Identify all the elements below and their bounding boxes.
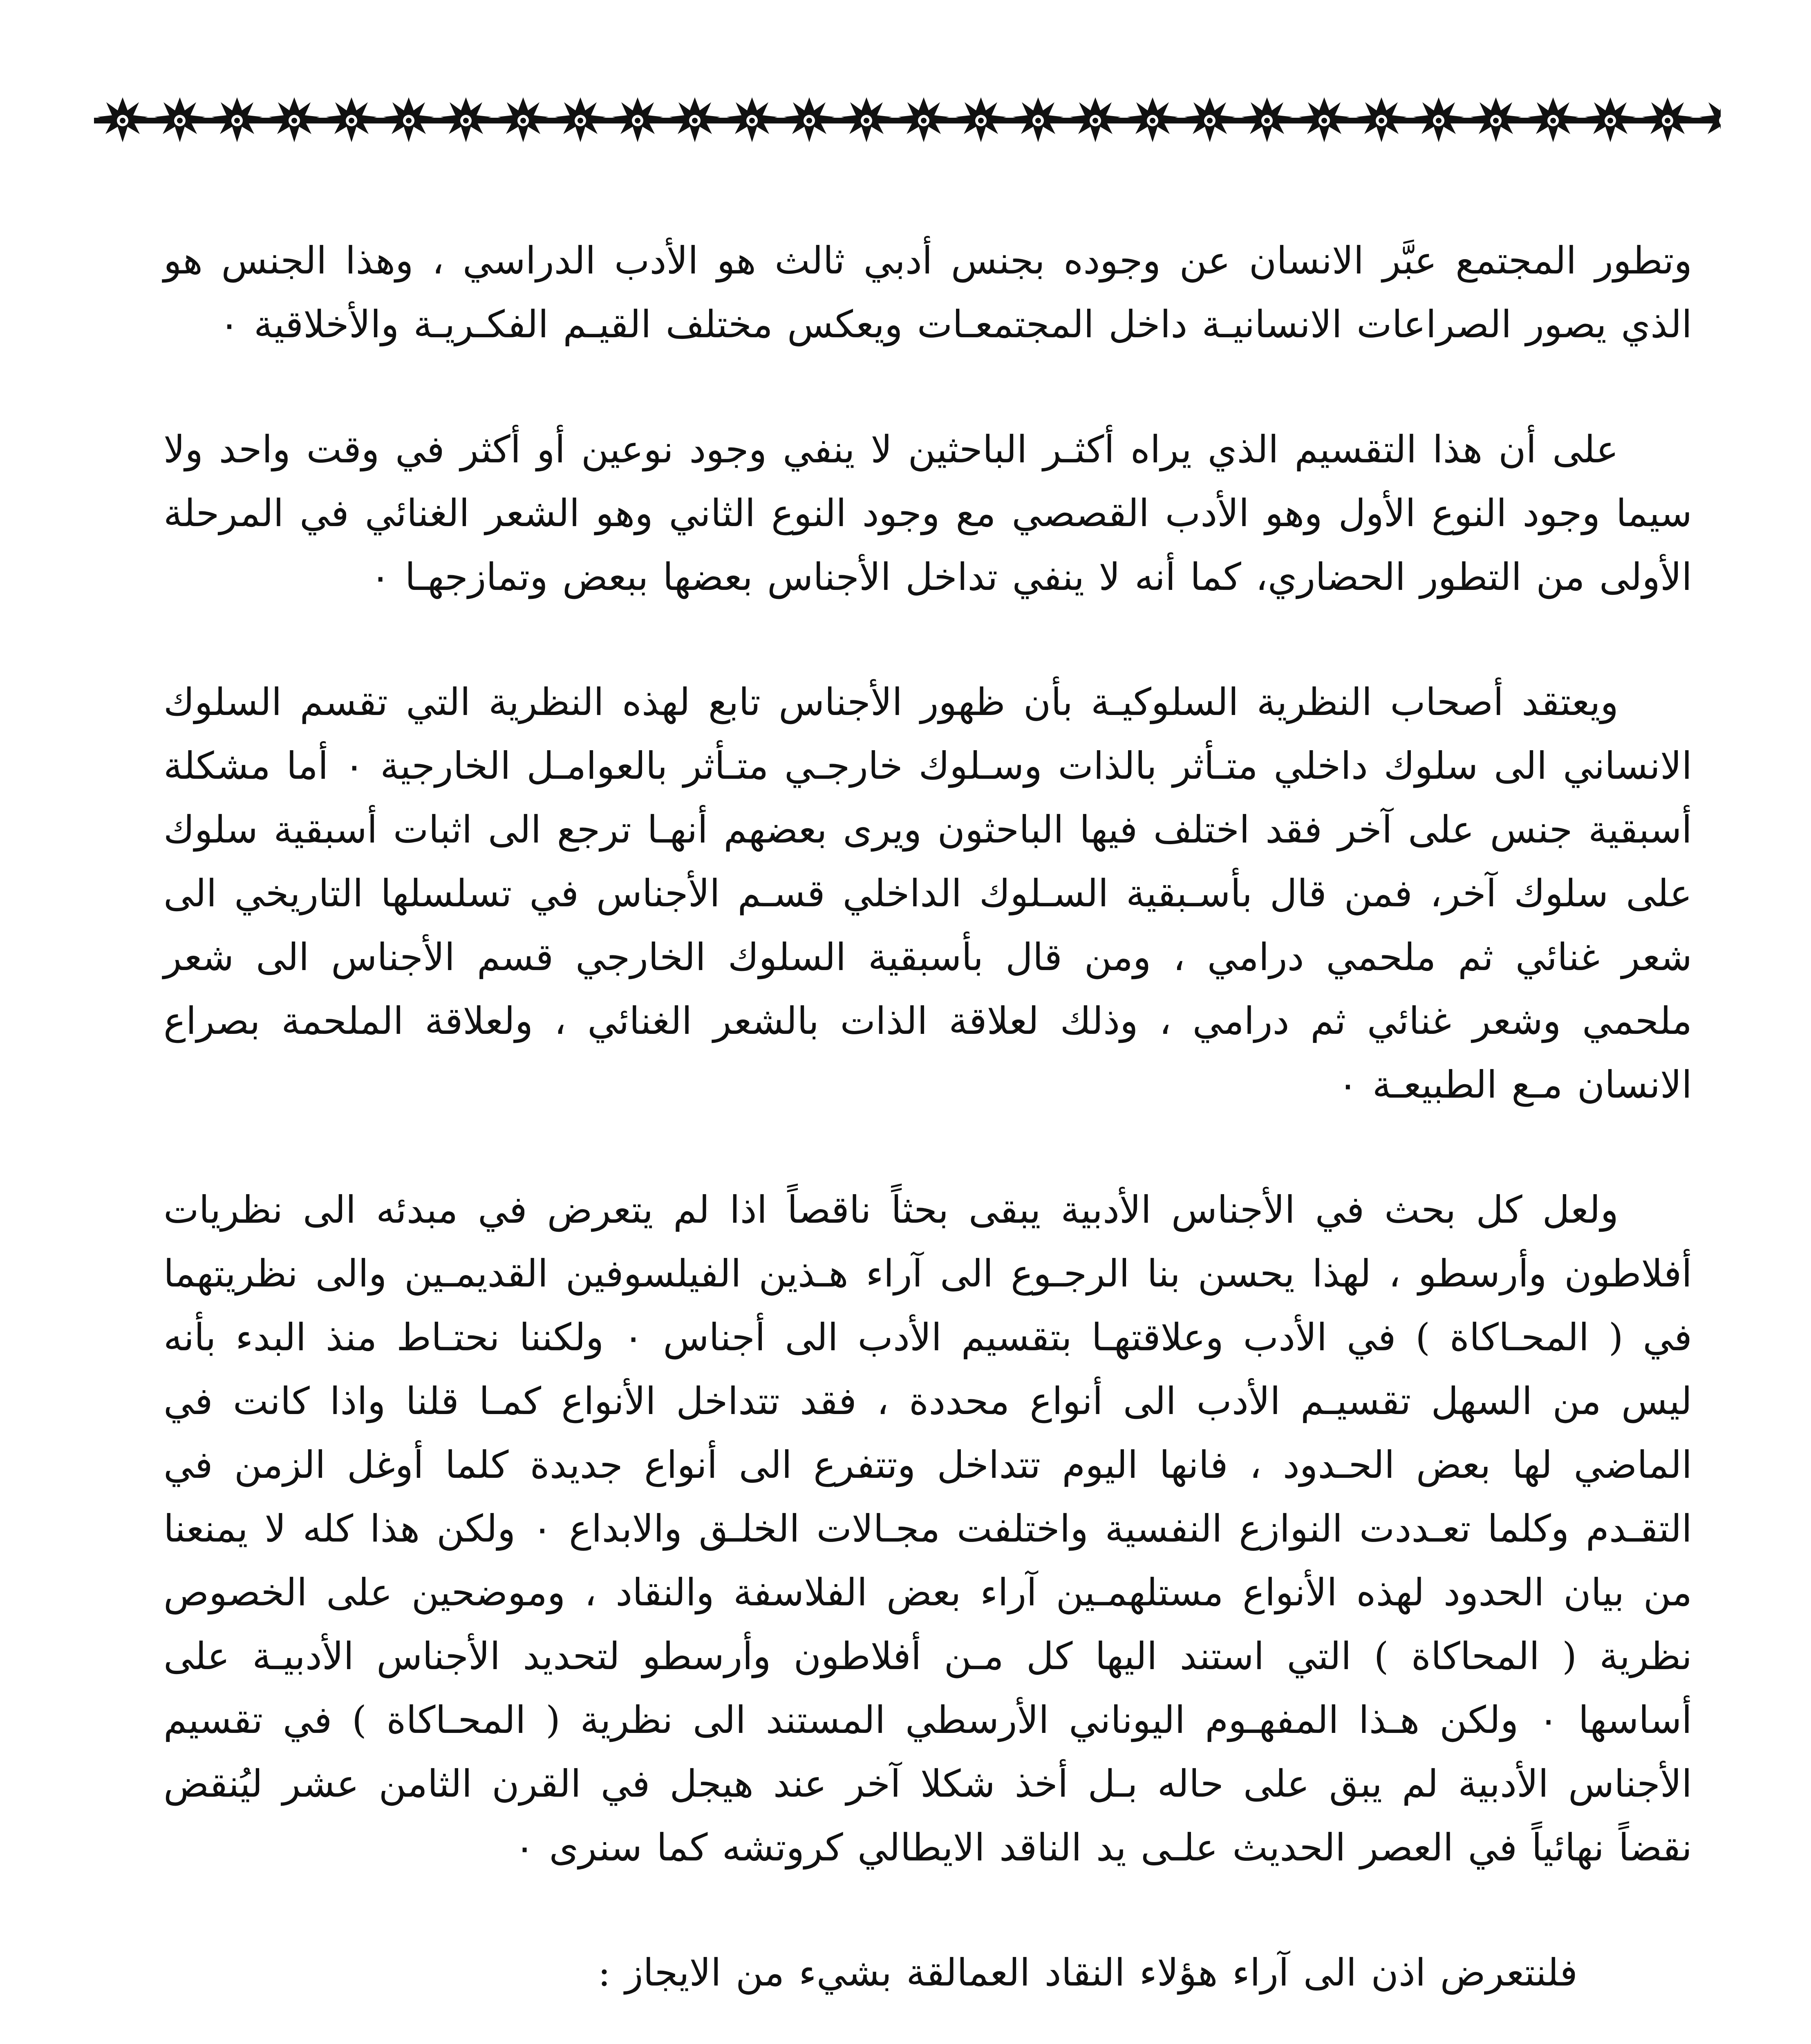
paragraph-5: فلنتعرض اذن الى آراء هؤلاء النقاد العمالقة بشيء من الايجاز :: [598, 1951, 1578, 1995]
body-text: [163, 229, 1692, 2044]
paragraph-3: ويعتقد أصحاب النظرية السلوكيـة بأن ظهور الأجناس تابع لهذه النظرية التي تقسم السلوك الانساني الى سلوك داخلي متـأثر بالذات وسـلوك خارجـي متـأثر بالعوامـل الخارجية ٠ أما مشكلة أسبقية جنس على آخر فقد اختلف فيها الباحثون ويرى بعضهم أنهـا ترجع الى اثبات أسبقية سلوك على سلوك آخر، فمن قال بأسـبقية السـلوك الداخلي قسـم الأجناس في تسلسلها التاريخي الى شعر غنائي ثم ملحمي درامي ، ومن قال بأسبقية السلوك الخارجي قسم الأجناس الى شعر ملحمي وشعر غنائي ثم درامي ، وذلك لعلاقة الذات بالشعر الغنائي ، ولعلاقة الملحمة بصراع الانسان مـع الطبيعـة ٠: [163, 680, 1692, 1107]
paragraph-4: ولعل كل بحث في الأجناس الأدبية يبقى بحثاً ناقصاً اذا لم يتعرض في مبدئه الى نظريات أفلاطون وأرسطو ، لهذا يحسن بنا الرجـوع الى آراء هـذين الفيلسوفين القديمـين والى نظريتهما في ( المحـاكاة ) في الأدب وعلاقتهـا بتقسيم الأدب الى أجناس ٠ ولكننا نحتـاط منذ البدء بأنه ليس من السهل تقسيـم الأدب الى أنواع محددة ، فقد تتداخل الأنواع كمـا قلنا واذا كانت في الماضي لها بعض الحـدود ، فانها اليوم تتداخل وتتفرع الى أنواع جديدة كلما أوغل الزمن في التقـدم وكلما تعـددت النوازع النفسية واختلفت مجـالات الخلـق والابداع ٠ ولكن هذا كله لا يمنعنا من بيان الحدود لهذه الأنواع مستلهمـين آراء بعض الفلاسفة والنقاد ، وموضحين على الخصوص نظرية ( المحاكاة ) التي استند اليها كل مـن أفلاطون وأرسطو لتحديد الأجناس الأدبيـة على أساسها ٠ ولكن هـذا المفهـوم اليوناني الأرسطي المستند الى نظرية ( المحـاكاة ) في تقسيم الأجناس الأدبية لم يبق على حاله بـل أخذ شكلا آخر عند هيجل في القرن الثامن عشر ليُنقض نقضاً نهائياً في العصر الحديث علـى يد الناقد الايطالي كروتشه كما سنرى ٠: [163, 1188, 1692, 1869]
paragraph-1: وتطور المجتمع عبَّر الانسان عن وجوده بجنس أدبي ثالث هو الأدب الدراسي ، وهذا الجنس هو الذي يصور الصراعات الانسانيـة داخل المجتمعـات ويعكس مختلف القيـم الفكـريـة والأخلاقية ٠: [163, 239, 1692, 346]
paragraph-2: على أن هذا التقسيم الذي يراه أكثـر الباحثين لا ينفي وجود نوعين أو أكثر في وقت واحد ولا سيما وجود النوع الأول وهو الأدب القصصي مع وجود النوع الثاني وهو الشعر الغنائي في المرحلة الأولى من التطور الحضاري، كما أنه لا ينفي تداخل الأجناس بعضها ببعض وتمازجهـا ٠: [163, 428, 1692, 599]
ornamental-header-border: [94, 94, 1721, 147]
ornament-pattern-icon: [94, 94, 1721, 147]
